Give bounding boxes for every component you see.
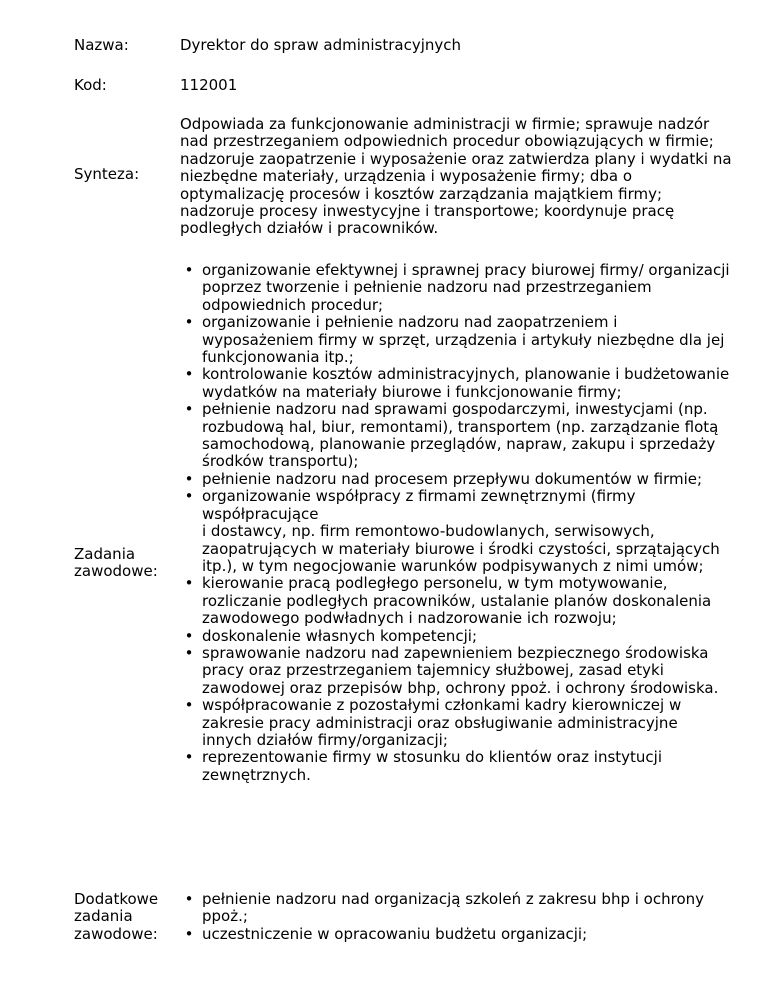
task-text: organizowanie i pełnienie nadzoru nad zaopatrzeniem i wyposażeniem firmy w sprzęt, urządzenia i artykuły niezbędne dla jej funkcjonowania itp.; [202,313,725,367]
task-text: kierowanie pracą podległego personelu, w tym motywowanie, rozliczanie podległych pracowników, ustalanie planów doskonalenia zawodowego podwładnych i nadzorowanie ich rozwoju; [202,574,712,628]
bullet-icon: • [184,574,194,593]
task-item [184,643,730,697]
task-item [184,365,730,401]
bullet-icon: • [184,365,194,384]
bullet-icon: • [184,890,194,908]
task-item [184,313,730,367]
field-name-value: Dyrektor do spraw administracyjnych [180,36,462,54]
task-item [184,696,730,749]
task-text: doskonalenie własnych kompetencji; [202,626,477,645]
field-name-label: Nazwa: [74,36,129,54]
tasks-list [184,261,730,784]
field-tasks-label [74,546,174,581]
bullet-icon: • [184,924,194,943]
field-tasks-label-line2: zawodowe: [74,562,158,581]
field-additional-tasks-label-line1: Dodatkowe [74,890,159,908]
task-item [184,400,730,471]
task-item [184,469,730,488]
field-additional-tasks-label-line3: zawodowe: [74,924,158,943]
field-additional-tasks-label [74,891,174,943]
field-code-label: Kod: [74,76,107,94]
task-text: pełnienie nadzoru nad procesem przepływu dokumentów w firmie; [202,469,703,488]
task-item [184,748,730,784]
field-additional-tasks-label-line2: zadania [74,907,133,926]
task-text: pełnienie nadzoru nad sprawami gospodarczymi, inwestycjami (np. rozbudową hal, biur, remontami), transportem (np. zarządzanie flotą samochodową, planowanie przeglądów, napraw, zakupu i sprzedaży środków transportu); [202,400,719,471]
additional-task-text: pełnienie nadzoru nad organizacją szkoleń z zakresu bhp i ochrony ppoż.; [202,890,705,926]
bullet-icon: • [184,643,194,662]
task-text: reprezentowanie firmy w stosunku do klientów oraz instytucji zewnętrznych. [202,748,663,784]
additional-tasks-list [184,890,730,943]
bullet-icon: • [184,748,194,767]
task-item [184,261,730,314]
additional-task-text: uczestniczenie w opracowaniu budżetu organizacji; [202,924,588,943]
bullet-icon: • [184,469,194,488]
task-item [184,574,730,628]
field-code-value: 112001 [180,76,238,94]
field-tasks-label-line1: Zadania [74,545,136,563]
task-text: organizowanie współpracy z firmami zewnętrznymi (firmy współpracujące i dostawcy, np. firm remontowo-budowlanych, serwisowych, zaopatrujących w materiały biurowe i środki czystości, sprzątających itp.), w tym negocjowanie warunków podpisywanych z nimi umów; [202,487,720,575]
bullet-icon: • [184,626,194,645]
task-text: kontrolowanie kosztów administracyjnych, planowanie i budżetowanie wydatków na materiały biurowe i funkcjonowanie firmy; [202,365,730,401]
task-text: organizowanie efektywnej i sprawnej pracy biurowej firmy/ organizacji poprzez tworzenie i pełnienie nadzoru nad przestrzeganiem odpowiednich procedur; [202,261,730,314]
bullet-icon: • [184,487,194,506]
task-item [184,487,730,575]
bullet-icon: • [184,313,194,332]
field-synthesis-value: Odpowiada za funkcjonowanie administracji w firmie; sprawuje nadzór nad przestrzeganiem odpowiednich procedur obowiązujących w firmie; nadzoruje zaopatrzenie i wyposażenie oraz zatwierdza plany i wydatki na niezbędne materiały, urządzenia i wyposażenie firmy; dba o optymalizację procesów i kosztów zarządzania majątkiem firmy; nadzoruje procesy inwestycyjne i transportowe; koordynuje pracę podległych działów i pracowników. [180,115,732,238]
task-text: sprawowanie nadzoru nad zapewnieniem bezpiecznego środowiska pracy oraz przestrzeganiem tajemnicy służbowej, zasad etyki zawodowej oraz przepisów bhp, ochrony ppoż. i ochrony środowiska. [202,643,719,697]
task-item [184,626,730,645]
additional-task-item [184,924,730,943]
bullet-icon: • [184,261,194,279]
field-synthesis-label: Synteza: [74,165,140,183]
task-text: współpracowanie z pozostałymi członkami kadry kierowniczej w zakresie pracy administracji oraz obsługiwanie administracyjne innych działów firmy/organizacji; [202,696,682,749]
additional-task-item [184,890,730,926]
bullet-icon: • [184,696,194,715]
bullet-icon: • [184,400,194,419]
